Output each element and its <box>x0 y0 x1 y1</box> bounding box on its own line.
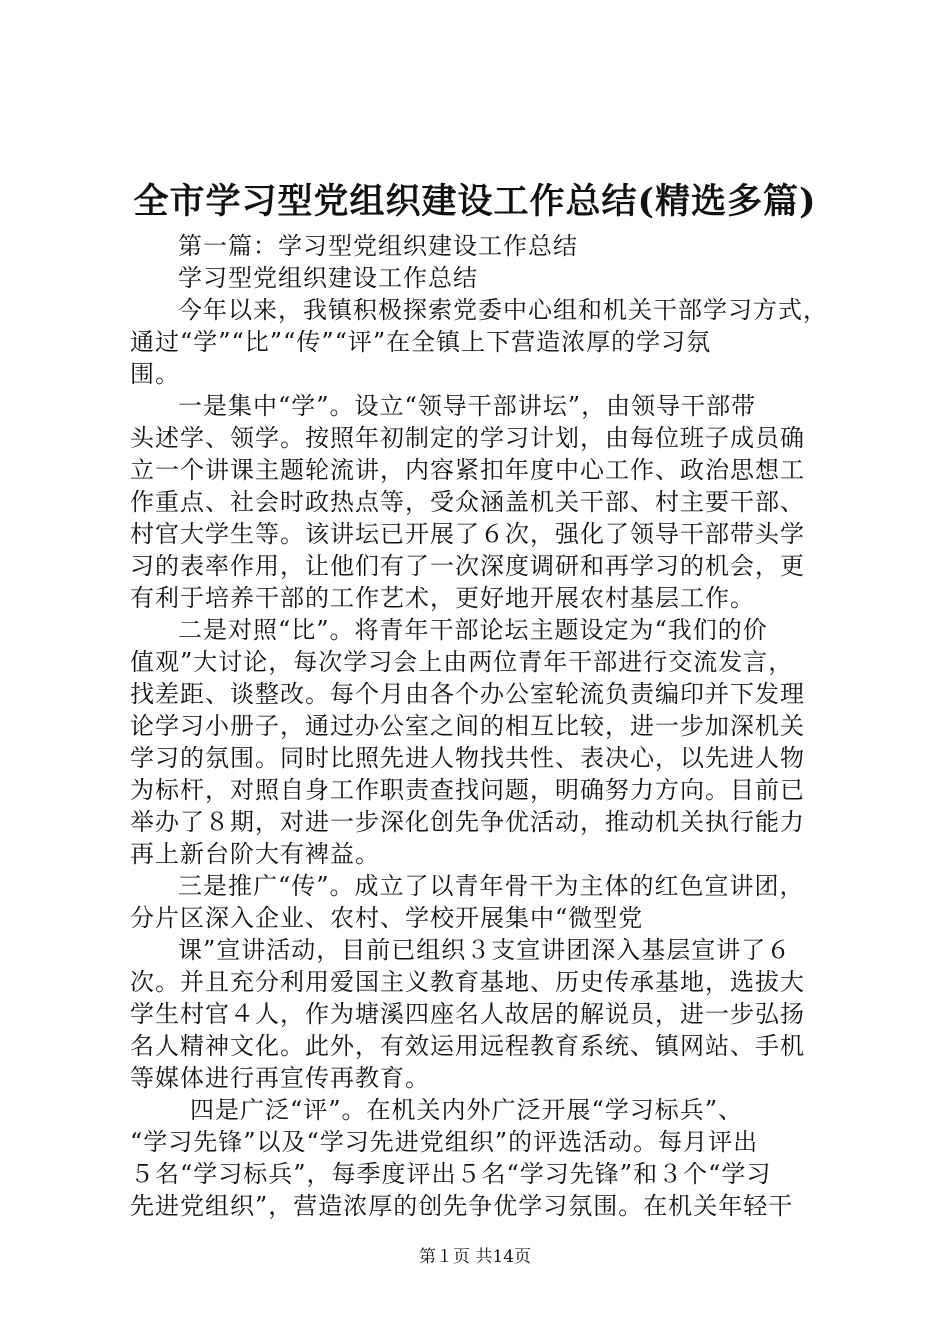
body-line: ５名“学习标兵”，每季度评出５名“学习先锋”和３个“学习 <box>130 1160 772 1188</box>
body-line: 名人精神文化。此外，有效运用远程教育系统、镇网站、手机 <box>130 1032 805 1060</box>
body-line: 一是集中“学”。设立“领导干部讲坛”，由领导干部带 <box>178 392 757 420</box>
body-line: 习的表率作用，让他们有了一次深度调研和再学习的机会，更 <box>130 552 805 580</box>
body-line: 学生村官４人，作为塘溪四座名人故居的解说员，进一步弘扬 <box>130 1000 805 1028</box>
section-heading: 第一篇：学习型党组织建设工作总结 <box>178 232 578 260</box>
document-body <box>130 230 830 1222</box>
body-line: 通过“学”“比”“传”“评”在全镇上下营造浓厚的学习氛 <box>130 328 712 356</box>
body-line: “学习先锋”以及“学习先进党组织”的评选活动。每月评出 <box>130 1128 759 1156</box>
page-number-footer: 第１页 共14页 <box>418 1247 532 1267</box>
body-line: 举办了８期，对进一步深化创先争优活动，推动机关执行能力 <box>130 808 805 836</box>
body-line: 找差距、谈整改。每个月由各个办公室轮流负责编印并下发理 <box>130 680 805 708</box>
body-line: 三是推广“传”。成立了以青年骨干为主体的红色宣讲团， <box>178 872 805 900</box>
body-line: 有利于培养干部的工作艺术，更好地开展农村基层工作。 <box>130 584 755 612</box>
section-subtitle: 学习型党组织建设工作总结 <box>178 264 478 292</box>
body-line: 立一个讲课主题轮流讲，内容紧扣年度中心工作、政治思想工 <box>130 456 805 484</box>
body-line: 头述学、领学。按照年初制定的学习计划，由每位班子成员确 <box>130 424 805 452</box>
body-line: 围。 <box>130 360 180 388</box>
body-line: 课”宣讲活动，目前已组织３支宣讲团深入基层宣讲了６ <box>178 936 792 964</box>
body-line: 作重点、社会时政热点等，受众涵盖机关干部、村主要干部、 <box>130 488 805 516</box>
document-title: 全市学习型党组织建设工作总结(精选多篇) <box>133 181 817 222</box>
body-line: 论学习小册子，通过办公室之间的相互比较，进一步加深机关 <box>130 712 805 740</box>
body-line: 村官大学生等。该讲坛已开展了６次，强化了领导干部带头学 <box>130 520 805 548</box>
body-line: 四是广泛“评”。在机关内外广泛开展“学习标兵”、 <box>190 1096 744 1124</box>
body-line: 今年以来，我镇积极探索党委中心组和机关干部学习方式， <box>178 296 828 324</box>
body-line: 等媒体进行再宣传再教育。 <box>130 1064 430 1092</box>
body-line: 学习的氛围。同时比照先进人物找共性、表决心，以先进人物 <box>130 744 805 772</box>
body-line: 为标杆，对照自身工作职责查找问题，明确努力方向。目前已 <box>130 776 805 804</box>
body-line: 再上新台阶大有裨益。 <box>130 840 380 868</box>
body-line: 次。并且充分利用爱国主义教育基地、历史传承基地，选拔大 <box>130 968 805 996</box>
body-line: 值观”大讨论，每次学习会上由两位青年干部进行交流发言， <box>130 648 794 676</box>
body-line: 二是对照“比”。将青年干部论坛主题设定为“我们的价 <box>178 616 768 644</box>
body-line: 分片区深入企业、农村、学校开展集中“微型党 <box>130 904 644 932</box>
body-line: 先进党组织”，营造浓厚的创先争优学习氛围。在机关年轻干 <box>130 1192 794 1220</box>
